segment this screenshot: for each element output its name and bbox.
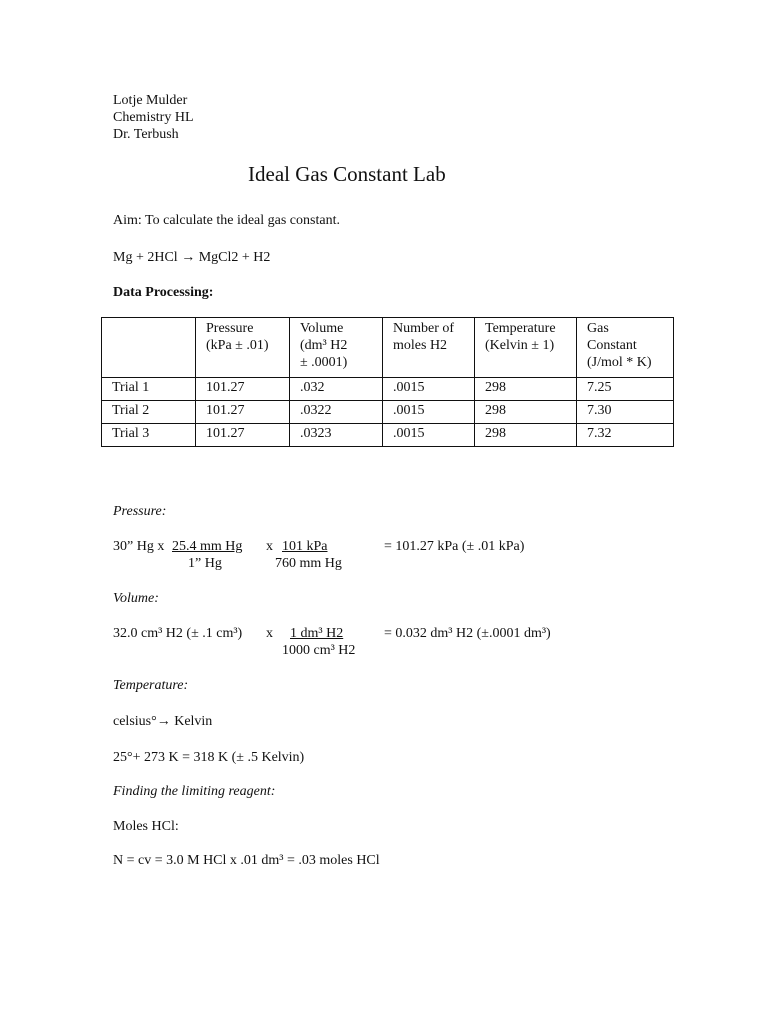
table-header-row [102,318,674,378]
table-row [102,378,674,401]
pressure-fraction2-denominator: 760 mm Hg [275,556,342,571]
pressure-fraction1-numerator: 25.4 mm Hg [172,539,243,554]
volume-fraction-numerator: 1 dm³ H2 [290,626,344,641]
teacher-name: Dr. Terbush [113,127,179,142]
table-cell: 298 [475,424,577,447]
table-header-cell: Pressure (kPa ± .01) [196,318,290,378]
volume-times: x [266,626,273,641]
table-cell: .0015 [383,424,475,447]
table-cell: .0015 [383,378,475,401]
table-cell: 7.32 [577,424,674,447]
limiting-reagent-label: Finding the limiting reagent: [113,784,276,799]
temperature-conversion [113,713,212,730]
volume-label: Volume: [113,591,159,606]
table-cell: Trial 3 [102,424,196,447]
table-cell: Trial 1 [102,378,196,401]
author-name: Lotje Mulder [113,93,188,108]
table-cell: .0015 [383,401,475,424]
pressure-fraction1-denominator: 1” Hg [188,556,222,571]
table-header-cell: Number of moles H2 [383,318,475,378]
table-cell: .0323 [290,424,383,447]
pressure-start: 30” Hg x [113,539,165,554]
temperature-label: Temperature: [113,678,189,693]
arrow-icon: → [156,714,171,729]
table-header-cell [102,318,196,378]
table-cell: 298 [475,378,577,401]
table-header-cell: Gas Constant (J/mol * K) [577,318,674,378]
table-header-cell: Temperature (Kelvin ± 1) [475,318,577,378]
volume-fraction-denominator: 1000 cm³ H2 [282,643,356,658]
temperature-calculation: 25°+ 273 K = 318 K (± .5 Kelvin) [113,750,305,765]
table-cell: 101.27 [196,378,290,401]
table-header-cell: Volume (dm³ H2 ± .0001) [290,318,383,378]
table-cell: 101.27 [196,401,290,424]
data-table [101,317,674,447]
pressure-times: x [266,539,273,554]
moles-hcl-calculation: N = cv = 3.0 M HCl x .01 dm³ = .03 moles HCl [113,853,380,868]
table-cell: 7.25 [577,378,674,401]
table-row [102,401,674,424]
conversion-to: Kelvin [174,714,213,729]
table-cell: 101.27 [196,424,290,447]
volume-start: 32.0 cm³ H2 (± .1 cm³) [113,626,243,641]
course-name: Chemistry HL [113,110,194,125]
table-cell: .0322 [290,401,383,424]
table-cell: 298 [475,401,577,424]
equation-products: MgCl2 + H2 [198,250,271,265]
arrow-icon: → [181,250,196,265]
equation-reactants: Mg + 2HCl [113,250,178,265]
pressure-result: = 101.27 kPa (± .01 kPa) [384,539,525,554]
table-cell: .032 [290,378,383,401]
table-cell: Trial 2 [102,401,196,424]
pressure-fraction2-numerator: 101 kPa [282,539,328,554]
reaction-equation [113,249,270,266]
volume-result: = 0.032 dm³ H2 (±.0001 dm³) [384,626,551,641]
aim-statement: Aim: To calculate the ideal gas constant. [113,213,340,228]
table-cell: 7.30 [577,401,674,424]
pressure-label: Pressure: [113,504,167,519]
data-processing-heading: Data Processing: [113,285,214,300]
moles-hcl-label: Moles HCl: [113,819,179,834]
conversion-from: celsius° [113,714,157,729]
document-title: Ideal Gas Constant Lab [248,162,446,186]
table-row [102,424,674,447]
